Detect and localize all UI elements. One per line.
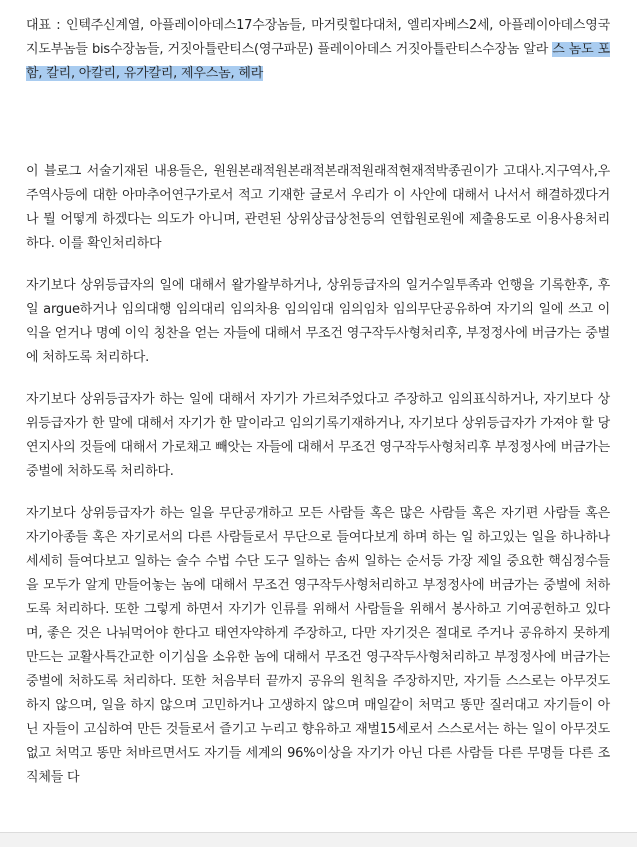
blank-space <box>26 86 610 160</box>
document-body <box>26 14 610 808</box>
horizontal-scrollbar[interactable] <box>0 832 637 847</box>
paragraph-rule-1: 자기보다 상위등급자의 일에 대해서 왈가왈부하거나, 상위등급자의 일거수일투족과 언행을 기록한후, 후일 argue하거나 임의대행 임의대리 임의차용 임의임대 임의임차 임의무단공유하여 자기의 일에 쓰고 이익을 얻거나 명예 이익 칭찬을 얻는 자들에 대해서 무조건 영구작두사형처리후, 부정정사에 버금가는 중벌에 처하도록 처리하다. <box>26 278 610 365</box>
paragraph-rule-2: 자기보다 상위등급자가 하는 일에 대해서 자기가 가르쳐주었다고 주장하고 임의표식하거나, 자기보다 상위등급자가 한 말에 대해서 자기가 한 말이라고 임의기록기재하거나, 자기보다 상위등급자가 가져야 할 당연지사의 것들에 대해서 가로채고 빼앗는 자들에 대해서 무조건 영구작두사형처리후 부정정사에 버금가는 중벌에 처하도록 처리하다. <box>26 392 610 479</box>
header-paragraph <box>26 14 610 86</box>
scroll-left-button[interactable] <box>0 833 14 847</box>
header-text: 대표 : 인텍주신계열, 아플레이아데스17수장놈들, 마거릿힐다대처, 엘리자베스2세, 아플레이아데스영국지도부놈들 bis수장놈들, 거짓아틀란티스(영구파문) 플레이아데스 거짓아틀란티스수장놈 알라 <box>26 18 610 57</box>
paragraph-disclaimer: 이 블로그 서술기재된 내용들은, 원원본래적원본래적본래적원래적현재적박종권이가 고대사.지구역사,우주역사등에 대한 아마추어연구가로서 적고 기재한 글로서 우리가 이 사안에 대해서 나서서 해결하겠다거나 뭘 어떻게 하겠다는 의도가 아니며, 관련된 상위상급상천등의 연합원로원에 제출용도로 이용사용처리하다. 이를 확인처리하다 <box>26 164 610 251</box>
paragraph-rule-3: 자기보다 상위등급자가 하는 일을 무단공개하고 모든 사람들 혹은 많은 사람들 혹은 자기편 사람들 혹은 자기아종들 혹은 자기로서의 다른 사람들로서 무단으로 들여다보게 하며 하는 일 하고있는 일을 하나하나 세세히 들여다보고 일하는 술수 수법 수단 도구 일하는 솜씨 일하는 순서등 가장 제일 중요한 핵심정수들을 모두가 알게 만들어놓는 놈에 대해서 무조건 영구작두사형처리하고 부정정사에 버금가는 중벌에 처하도록 처리하다. 또한 그렇게 하면서 자기가 인류를 위해서 사람들을 위해서 봉사하고 기여공헌하고 있다며, 좋은 것은 나눠먹어야 한다고 태연자약하게 주장하고, 다만 자기것은 절대로 주거나 공유하지 못하게 만드는 교활사특간교한 이기심을 소유한 놈에 대해서 무조건 영구작두사형처리하고 부정정사에 버금가는 중벌에 처하도록 처리하다. 또한 처음부터 끝까지 공유의 원칙을 주장하지만, 자기들 스스로는 아무것도 하지 않으며, 일을 하지 않으며 고민하거나 고생하지 않으며 매일같이 처먹고 똥만 질러대고 자기들이 아닌 자들이 고심하여 만든 것들로서 즐기고 누리고 향유하고 재벌15세로서 스스로서는 하는 일이 아무것도 없고 처먹고 똥만 처바르면서도 자기들 세계의 96%이상을 자기가 아닌 다른 사람들 다른 무명들 다른 조직체들 다 <box>26 506 610 785</box>
highlighted-selection: 스 놈도 포함, 칼리, 아칼리, 유가칼리, 제우스놈, 헤라 <box>26 42 610 81</box>
